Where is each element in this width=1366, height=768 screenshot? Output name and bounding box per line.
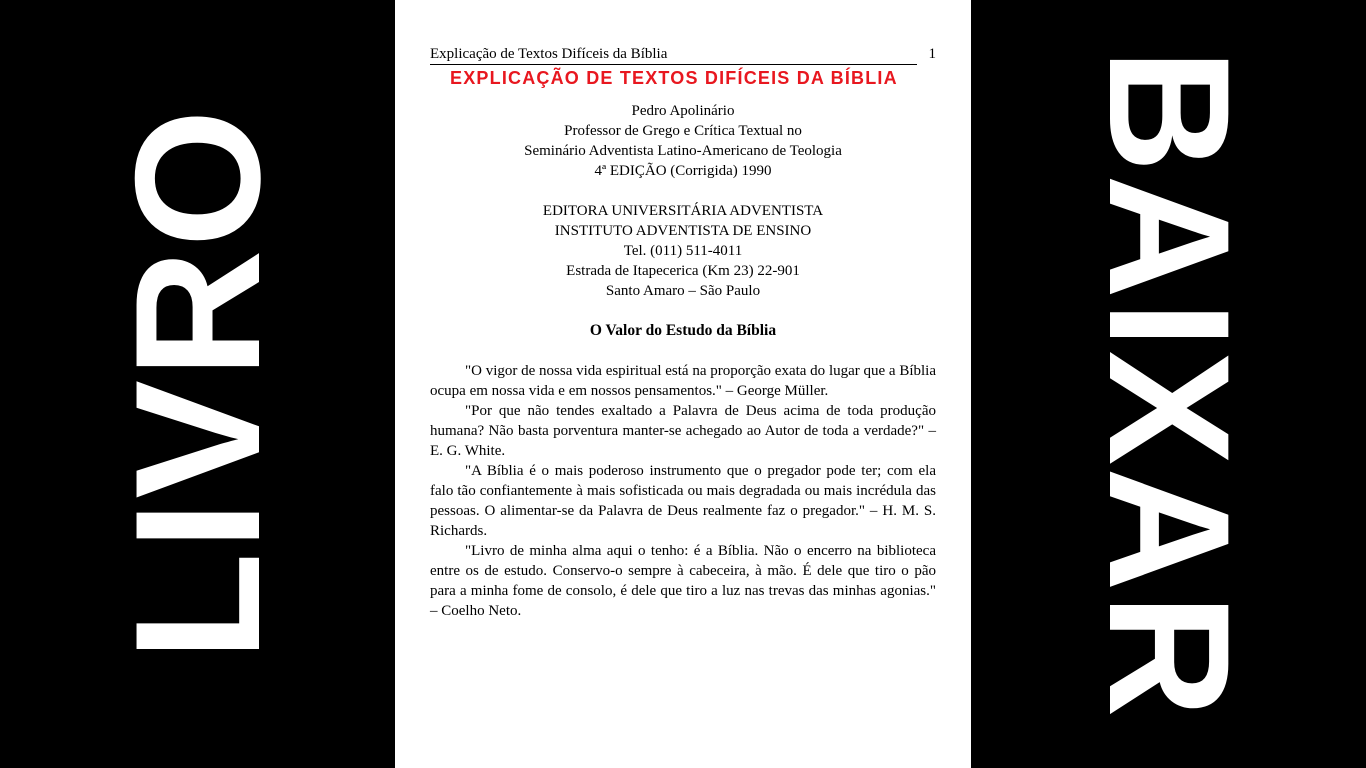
edition-line: 4ª EDIÇÃO (Corrigida) 1990 — [594, 163, 772, 179]
quote-paragraph: "Por que não tendes exaltado a Palavra de Deus acima de toda produção humana? Não basta porventura manter-se achegado ao Autor de toda a verdade?" – E. G. White. — [430, 403, 936, 459]
right-side-banner — [971, 0, 1366, 768]
publisher-address: Estrada de Itapecerica (Km 23) 22-901 — [566, 263, 800, 279]
author-block — [430, 101, 936, 181]
running-header-title: Explicação de Textos Difíceis da Bíblia — [430, 46, 668, 62]
running-header — [430, 44, 936, 64]
right-vertical-word: BAIXAR — [1072, 48, 1265, 720]
page-content — [430, 44, 936, 621]
left-side-banner — [0, 0, 395, 768]
document-title: EXPLICAÇÃO DE TEXTOS DIFÍCEIS DA BÍBLIA — [450, 68, 898, 88]
author-name: Pedro Apolinário — [631, 103, 735, 119]
page-number: 1 — [928, 46, 936, 62]
publisher-phone: Tel. (011) 511-4011 — [623, 243, 743, 259]
header-rule — [430, 64, 917, 65]
quote-paragraph: "O vigor de nossa vida espiritual está na proporção exata do lugar que a Bíblia ocupa em nossa vida e em nossos pensamentos." – George Müller. — [430, 363, 936, 399]
author-institution: Seminário Adventista Latino-Americano de Teologia — [524, 143, 842, 159]
author-role: Professor de Grego e Crítica Textual no — [564, 123, 802, 139]
quote-paragraph: "A Bíblia é o mais poderoso instrumento que o pregador pode ter; com ela falo tão confiantemente à mais sofisticada ou mais degradada ou mais incrédula das pessoas. O alimentar-se da Palavra de Deus realmente faz o pregador." – H. M. S. Richards. — [430, 463, 936, 539]
publisher-name: EDITORA UNIVERSITÁRIA ADVENTISTA — [542, 203, 824, 219]
section-title: O Valor do Estudo da Bíblia — [589, 322, 777, 339]
publisher-city: Santo Amaro – São Paulo — [605, 283, 761, 299]
publisher-institute: INSTITUTO ADVENTISTA DE ENSINO — [554, 223, 812, 239]
publisher-block — [430, 201, 936, 301]
left-vertical-word: LIVRO — [97, 107, 297, 661]
document-page — [395, 0, 971, 768]
quotes-list — [430, 361, 936, 621]
quote-paragraph: "Livro de minha alma aqui o tenho: é a Bíblia. Não o encerro na biblioteca entre os de estudo. Conservo-o sempre à cabeceira, à mão. É dele que tiro o pão para a minha fome de consolo, é dele que tiro a luz nas trevas das minhas agonias." – Coelho Neto. — [430, 543, 936, 619]
